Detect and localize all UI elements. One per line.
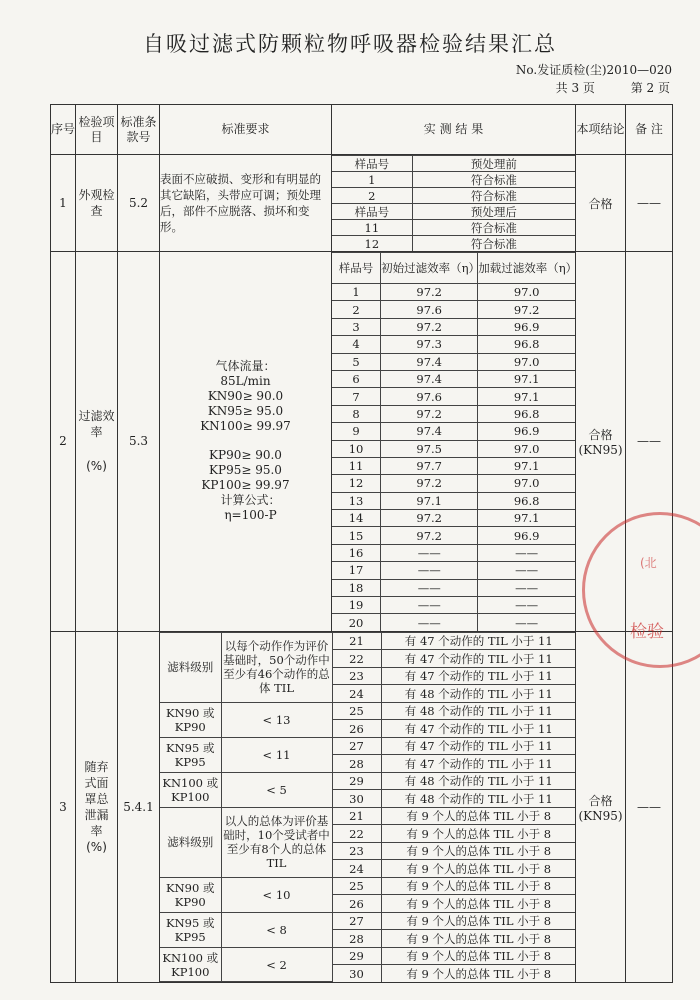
table-row — [332, 492, 575, 509]
sample-id: 23 — [332, 842, 381, 860]
results-header-cell: 样品号 — [332, 253, 381, 284]
sample-id: 26 — [332, 895, 381, 913]
sample-id: 27 — [332, 737, 381, 755]
table-row — [160, 632, 576, 650]
item-unit: (%) — [86, 459, 107, 474]
document-title: 自吸过滤式防颗粒物呼吸器检验结果汇总 — [143, 32, 557, 56]
table-row — [332, 156, 575, 172]
sample-id: 13 — [332, 492, 381, 509]
efficiency-value: 97.1 — [381, 492, 478, 509]
formula-label: 计算公式： — [220, 493, 281, 508]
table-row — [332, 457, 575, 474]
leakage-result: 有 9 个人的总体 TIL 小于 8 — [381, 930, 576, 948]
efficiency-value: 97.1 — [478, 388, 575, 405]
sample-id: 27 — [332, 912, 381, 930]
table-row — [332, 388, 575, 405]
table-row — [160, 772, 576, 790]
table-row — [332, 510, 575, 527]
table-row — [332, 405, 575, 422]
leakage-result: 有 9 个人的总体 TIL 小于 8 — [381, 842, 576, 860]
efficiency-value: —— — [478, 614, 575, 631]
efficiency-value: 96.9 — [478, 318, 575, 335]
current-page: 第 2 页 — [630, 81, 670, 95]
efficiency-value: 97.1 — [478, 510, 575, 527]
sample-id: 6 — [332, 370, 381, 387]
sample-id: 1 — [332, 284, 381, 301]
leakage-result: 有 9 个人的总体 TIL 小于 8 — [381, 912, 576, 930]
table-row — [332, 236, 575, 252]
leakage-result: 有 9 个人的总体 TIL 小于 8 — [381, 807, 576, 825]
item-label: 过滤效率 — [78, 409, 115, 440]
efficiency-value: 97.2 — [381, 284, 478, 301]
appearance-results — [332, 155, 575, 251]
sample-id: 29 — [332, 947, 381, 965]
table-row — [332, 220, 575, 236]
table-row — [332, 423, 575, 440]
efficiency-value: —— — [381, 614, 478, 631]
sample-result: 符合标准 — [412, 236, 575, 252]
leakage-result: 有 48 个动作的 TIL 小于 11 — [381, 790, 576, 808]
filtration-results — [332, 252, 578, 631]
efficiency-value: 97.1 — [478, 457, 575, 474]
sample-id: 30 — [332, 965, 381, 982]
remark-cell: —— — [626, 252, 673, 632]
sample-result: 预处理前 — [412, 156, 575, 172]
result-cell — [332, 155, 576, 252]
efficiency-value: —— — [381, 579, 478, 596]
leakage-result: 有 48 个动作的 TIL 小于 11 — [381, 685, 576, 703]
table-row — [332, 579, 575, 596]
efficiency-value: —— — [381, 597, 478, 614]
col-seq: 序号 — [51, 105, 76, 155]
table-row — [160, 737, 576, 755]
leakage-result: 有 48 个动作的 TIL 小于 11 — [381, 702, 576, 720]
sample-id: 11 — [332, 220, 412, 236]
efficiency-value: —— — [381, 562, 478, 579]
sample-id: 24 — [332, 860, 381, 878]
efficiency-value: 97.4 — [381, 423, 478, 440]
leakage-result: 有 47 个动作的 TIL 小于 11 — [381, 650, 576, 668]
efficiency-value: 97.2 — [381, 318, 478, 335]
sample-id: 28 — [332, 930, 381, 948]
leakage-result: 有 9 个人的总体 TIL 小于 8 — [381, 877, 576, 895]
leakage-result: 有 47 个动作的 TIL 小于 11 — [381, 737, 576, 755]
sample-id: 25 — [332, 702, 381, 720]
sample-id: 19 — [332, 597, 381, 614]
grade-criterion: < 11 — [221, 737, 332, 772]
kn-limit: KN95≥ 95.0 — [207, 404, 284, 419]
table-row — [332, 318, 575, 335]
sample-id: 4 — [332, 336, 381, 353]
total-pages: 共 3 页 — [555, 81, 595, 95]
conclusion-text: 合格 — [588, 427, 613, 442]
table-row — [332, 353, 575, 370]
efficiency-value: 96.8 — [478, 336, 575, 353]
efficiency-value: —— — [478, 544, 575, 561]
sample-id: 17 — [332, 562, 381, 579]
table-row — [332, 336, 575, 353]
grade-label: KN100 或 KP100 — [160, 947, 221, 982]
table-row — [332, 253, 575, 284]
col-result: 实 测 结 果 — [332, 105, 576, 155]
kn-limit: KN90≥ 90.0 — [207, 389, 284, 404]
table-row — [51, 631, 673, 983]
sample-id: 28 — [332, 755, 381, 773]
kp-limit: KP100≥ 99.97 — [201, 478, 290, 493]
efficiency-value: 97.2 — [381, 405, 478, 422]
efficiency-value: —— — [478, 579, 575, 596]
grade-criterion: < 10 — [221, 877, 332, 912]
item-unit: (%) — [86, 840, 107, 855]
table-row — [332, 440, 575, 457]
efficiency-value: 97.6 — [381, 388, 478, 405]
col-requirement: 标准要求 — [160, 105, 332, 155]
grade-label: KN95 或 KP95 — [160, 737, 221, 772]
table-row — [51, 155, 673, 252]
efficiency-value: 96.8 — [478, 405, 575, 422]
efficiency-value: —— — [478, 597, 575, 614]
grade-label: 滤料级别 — [160, 807, 221, 877]
leakage-result: 有 47 个动作的 TIL 小于 11 — [381, 720, 576, 738]
sample-result: 符合标准 — [412, 188, 575, 204]
sample-id: 8 — [332, 405, 381, 422]
sample-id: 9 — [332, 423, 381, 440]
sample-id: 12 — [332, 475, 381, 492]
sample-id: 11 — [332, 457, 381, 474]
item-label: 随弃式面罩总泄漏率 — [84, 760, 109, 839]
efficiency-value: 96.8 — [478, 492, 575, 509]
efficiency-value: 97.6 — [381, 301, 478, 318]
grade-criterion: 以每个动作作为评价基础时，50个动作中至少有46个动作的总体 TIL — [221, 632, 332, 702]
grade-criterion: 以人的总体为评价基础时，10个受试者中至少有8个人的总体 TIL — [221, 807, 332, 877]
efficiency-value: 96.9 — [478, 527, 575, 544]
item-cell: 外观检查 — [76, 155, 118, 252]
results-summary-table — [50, 104, 673, 983]
efficiency-value: 97.2 — [478, 301, 575, 318]
sample-result: 符合标准 — [412, 172, 575, 188]
kp-limit: KP95≥ 95.0 — [209, 463, 282, 478]
results-header-cell: 加载过滤效率（η） — [478, 253, 575, 284]
leakage-result: 有 9 个人的总体 TIL 小于 8 — [381, 825, 576, 843]
sample-id: 10 — [332, 440, 381, 457]
grade-label: KN90 或 KP90 — [160, 702, 221, 737]
table-row — [160, 877, 576, 895]
table-row — [160, 947, 576, 965]
sample-result: 预处理后 — [412, 204, 575, 220]
grade-label: KN100 或 KP100 — [160, 772, 221, 807]
sample-id: 23 — [332, 667, 381, 685]
clause-cell: 5.2 — [118, 155, 160, 252]
sample-id: 12 — [332, 236, 412, 252]
sample-id: 25 — [332, 877, 381, 895]
sample-id: 7 — [332, 388, 381, 405]
item-cell — [76, 631, 118, 983]
leakage-results — [160, 632, 576, 983]
seq-cell: 1 — [51, 155, 76, 252]
col-clause: 标准条款号 — [118, 105, 160, 155]
table-row — [332, 614, 575, 631]
remark-cell: —— — [626, 155, 673, 252]
seq-cell: 3 — [51, 631, 76, 983]
sample-id: 2 — [332, 301, 381, 318]
efficiency-value: —— — [381, 544, 478, 561]
table-row — [332, 370, 575, 387]
table-row — [160, 702, 576, 720]
requirement-cell — [160, 252, 332, 632]
sample-id: 14 — [332, 510, 381, 527]
flow-label: 气体流量： — [215, 359, 276, 374]
clause-cell: 5.4.1 — [118, 631, 160, 983]
grade-criterion: < 13 — [221, 702, 332, 737]
table-row — [332, 284, 575, 301]
efficiency-value: 97.0 — [478, 440, 575, 457]
flow-value: 85L/min — [220, 374, 271, 389]
leakage-result: 有 9 个人的总体 TIL 小于 8 — [381, 965, 576, 982]
col-conclusion: 本项结论 — [576, 105, 626, 155]
table-row — [160, 912, 576, 930]
grade-criterion: < 2 — [221, 947, 332, 982]
leakage-result: 有 48 个动作的 TIL 小于 11 — [381, 772, 576, 790]
sample-id: 24 — [332, 685, 381, 703]
kp-limit: KP90≥ 90.0 — [209, 448, 282, 463]
leakage-result: 有 9 个人的总体 TIL 小于 8 — [381, 895, 576, 913]
table-row — [332, 527, 575, 544]
efficiency-value: 97.2 — [381, 475, 478, 492]
sample-id: 20 — [332, 614, 381, 631]
sample-id: 1 — [332, 172, 412, 188]
sample-id: 15 — [332, 527, 381, 544]
efficiency-value: 96.9 — [478, 423, 575, 440]
efficiency-value: 97.2 — [381, 527, 478, 544]
grade-criterion: < 5 — [221, 772, 332, 807]
sample-id: 30 — [332, 790, 381, 808]
col-remark: 备 注 — [626, 105, 673, 155]
sample-id: 5 — [332, 353, 381, 370]
efficiency-value: 97.4 — [381, 370, 478, 387]
formula: η=100-P — [224, 508, 277, 523]
document-number: No.发证质检(尘)2010—020 — [515, 63, 672, 77]
sample-id: 18 — [332, 579, 381, 596]
sample-id: 22 — [332, 825, 381, 843]
table-row — [51, 252, 673, 632]
efficiency-value: 97.5 — [381, 440, 478, 457]
col-item: 检验项目 — [76, 105, 118, 155]
efficiency-value: 97.0 — [478, 353, 575, 370]
sample-id: 21 — [332, 807, 381, 825]
efficiency-value: 97.0 — [478, 475, 575, 492]
conclusion-grade: (KN95) — [578, 808, 623, 823]
conclusion-grade: (KN95) — [578, 442, 623, 457]
sample-id: 样品号 — [332, 156, 412, 172]
efficiency-value: 97.3 — [381, 336, 478, 353]
results-header-cell: 初始过滤效率（η） — [381, 253, 478, 284]
leakage-result: 有 47 个动作的 TIL 小于 11 — [381, 667, 576, 685]
grade-label: KN95 或 KP95 — [160, 912, 221, 947]
leakage-result: 有 47 个动作的 TIL 小于 11 — [381, 755, 576, 773]
conclusion-cell — [576, 631, 626, 983]
header-row — [51, 105, 673, 155]
remark-cell: —— — [626, 631, 673, 983]
sample-id: 22 — [332, 650, 381, 668]
sample-id: 16 — [332, 544, 381, 561]
table-row — [332, 172, 575, 188]
grade-label: 滤料级别 — [160, 632, 221, 702]
leakage-result: 有 47 个动作的 TIL 小于 11 — [381, 632, 576, 650]
seal-side-text: (北 — [640, 556, 657, 570]
table-row — [332, 562, 575, 579]
sample-id: 2 — [332, 188, 412, 204]
conclusion-text: 合格 — [588, 793, 613, 808]
conclusion-cell: 合格 — [576, 155, 626, 252]
seal-text: 检验 — [630, 622, 664, 642]
efficiency-value: 97.1 — [478, 370, 575, 387]
requirement-cell: 表面不应破损、变形和有明显的其它缺陷，头带应可调；预处理后，部件不应脱落、损坏和变形。 — [160, 155, 332, 252]
sample-id: 21 — [332, 632, 381, 650]
leakage-result: 有 9 个人的总体 TIL 小于 8 — [381, 947, 576, 965]
efficiency-value: 97.2 — [381, 510, 478, 527]
table-row — [332, 597, 575, 614]
sample-id: 26 — [332, 720, 381, 738]
leakage-result: 有 9 个人的总体 TIL 小于 8 — [381, 860, 576, 878]
efficiency-value: 97.7 — [381, 457, 478, 474]
table-row — [332, 544, 575, 561]
sample-id: 29 — [332, 772, 381, 790]
item-cell — [76, 252, 118, 632]
sample-id: 样品号 — [332, 204, 412, 220]
sample-result: 符合标准 — [412, 220, 575, 236]
grade-criterion: < 8 — [221, 912, 332, 947]
table-row — [160, 807, 576, 825]
table-row — [332, 188, 575, 204]
efficiency-value: —— — [478, 562, 575, 579]
page-info — [524, 79, 670, 96]
clause-cell: 5.3 — [118, 252, 160, 632]
efficiency-value: 97.0 — [478, 284, 575, 301]
leakage-cell — [160, 631, 576, 983]
table-row — [332, 475, 575, 492]
efficiency-value: 97.4 — [381, 353, 478, 370]
sample-id: 3 — [332, 318, 381, 335]
table-row — [332, 204, 575, 220]
seq-cell: 2 — [51, 252, 76, 632]
kn-limit: KN100≥ 99.97 — [200, 419, 291, 434]
result-cell — [332, 252, 576, 632]
table-row — [332, 301, 575, 318]
grade-label: KN90 或 KP90 — [160, 877, 221, 912]
